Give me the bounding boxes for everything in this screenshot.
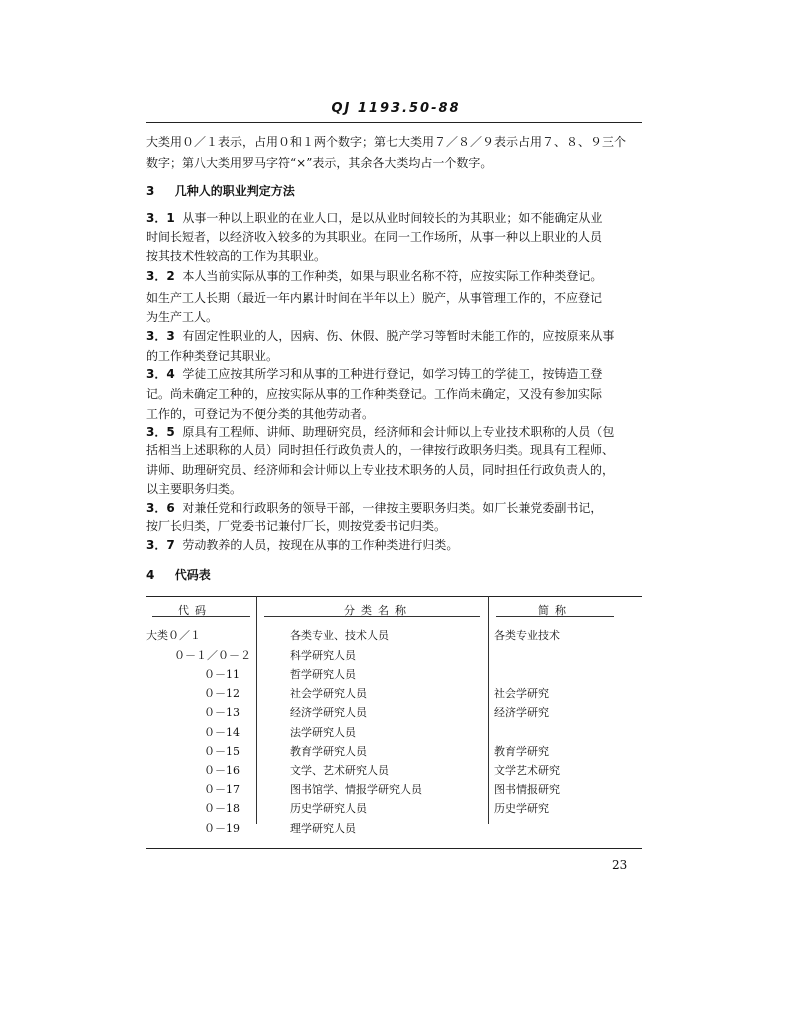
clause-number: 3．3	[146, 329, 175, 343]
name-cell: 理学研究人员	[290, 822, 356, 835]
clause-number: 3．6	[146, 501, 175, 515]
table-bottom-rule	[146, 848, 642, 849]
page-number: 23	[612, 858, 628, 872]
clause-line: 的工作种类登记其职业。	[146, 349, 279, 363]
short-cell: 社会学研究	[494, 687, 549, 700]
code-cell: ０－12	[204, 687, 240, 700]
code-cell: ０－18	[204, 802, 240, 815]
code-cell: ０－14	[204, 726, 240, 739]
name-cell: 图书馆学、情报学研究人员	[290, 783, 422, 796]
clause-line: 有固定性职业的人，因病、伤、休假、脱产学习等暂时未能工作的，应按原来从事	[182, 329, 615, 343]
clause-number: 3．7	[146, 538, 175, 552]
clause-line: 如生产工人长期（最近一年内累计时间在半年以上）脱产，从事管理工作的，不应登记	[146, 291, 603, 305]
code-cell: ０－13	[204, 706, 240, 719]
section-title: 代码表	[174, 568, 211, 582]
code-cell: ０－15	[204, 745, 240, 758]
intro-line: 大类用０／１表示，占用０和１两个数字；第七大类用７／８／９表示占用７、８、９三个	[146, 135, 627, 149]
header-underline	[264, 616, 480, 617]
name-cell: 经济学研究人员	[290, 706, 367, 719]
clause-line: 原具有工程师、讲师、助理研究员，经济师和会计师以上专业技术职称的人员（包	[182, 425, 615, 439]
standard-code-header: QJ 1193.50-88	[331, 101, 461, 116]
clause-line: 讲师、助理研究员、经济师和会计师以上专业技术职务的人员，同时担任行政负责人的，	[146, 463, 615, 477]
name-cell: 法学研究人员	[290, 726, 356, 739]
header-short: 简称	[538, 604, 572, 617]
name-cell: 各类专业、技术人员	[290, 629, 389, 642]
clause-line: 工作的，可登记为不便分类的其他劳动者。	[146, 407, 375, 421]
clause-line: 为生产工人。	[146, 310, 219, 324]
clause-number: 3．5	[146, 425, 175, 439]
header-underline	[152, 616, 250, 617]
short-cell: 图书情报研究	[494, 783, 560, 796]
clause-number: 3．2	[146, 269, 175, 283]
intro-line: 数字；第八大类用罗马字符“×”表示，其余各大类均占一个数字。	[146, 156, 493, 170]
column-divider	[488, 596, 489, 824]
code-cell: ０－16	[204, 764, 240, 777]
name-cell: 教育学研究人员	[290, 745, 367, 758]
name-cell: 哲学研究人员	[290, 668, 356, 681]
header-code: 代码	[178, 604, 212, 617]
header-rule	[146, 122, 642, 123]
code-cell: ０－１／０－２	[174, 649, 251, 662]
short-cell: 历史学研究	[494, 802, 549, 815]
section-title: 几种人的职业判定方法	[174, 184, 295, 198]
short-cell: 经济学研究	[494, 706, 549, 719]
section-number: 4	[146, 568, 155, 582]
clause-line: 记。尚未确定工种的，应按实际从事的工作种类登记。工作尚未确定，又没有参加实际	[146, 387, 603, 401]
header-underline	[496, 616, 614, 617]
short-cell: 各类专业技术	[494, 629, 560, 642]
name-cell: 文学、艺术研究人员	[290, 764, 389, 777]
clause-number: 3．4	[146, 367, 175, 381]
code-table	[146, 596, 642, 850]
clause-line: 对兼任党和行政职务的领导干部，一律按主要职务归类。如厂长兼党委副书记，	[182, 501, 603, 515]
clause-line: 时间长短者，以经济收入较多的为其职业。在同一工作场所，从事一种以上职业的人员	[146, 230, 603, 244]
clause-number: 3．1	[146, 211, 175, 225]
clause-line: 以主要职务归类。	[146, 482, 243, 496]
clause-line: 劳动教养的人员，按现在从事的工作种类进行归类。	[182, 538, 459, 552]
short-cell: 教育学研究	[494, 745, 549, 758]
clause-line: 括相当上述职称的人员）同时担任行政负责人的，一律按行政职务归类。现具有工程师、	[146, 443, 615, 457]
name-cell: 科学研究人员	[290, 649, 356, 662]
code-cell: 大类０／１	[146, 629, 201, 642]
code-cell: ０－11	[204, 668, 240, 681]
clause-line: 从事一种以上职业的在业人口，是以从业时间较长的为其职业；如不能确定从业	[182, 211, 603, 225]
clause-line: 本人当前实际从事的工作种类，如果与职业名称不符，应按实际工作种类登记。	[182, 269, 603, 283]
column-divider	[256, 596, 257, 824]
section-number: 3	[146, 184, 155, 198]
table-top-rule	[146, 596, 642, 597]
clause-line: 按厂长归类，厂党委书记兼付厂长，则按党委书记归类。	[146, 519, 447, 533]
short-cell: 文学艺术研究	[494, 764, 560, 777]
code-cell: ０－19	[204, 822, 240, 835]
clause-line: 按其技术性较高的工作为其职业。	[146, 249, 327, 263]
header-name: 分类名称	[344, 604, 412, 617]
name-cell: 社会学研究人员	[290, 687, 367, 700]
name-cell: 历史学研究人员	[290, 802, 367, 815]
code-cell: ０－17	[204, 783, 240, 796]
clause-line: 学徒工应按其所学习和从事的工种进行登记，如学习铸工的学徒工，按铸造工登	[182, 367, 603, 381]
